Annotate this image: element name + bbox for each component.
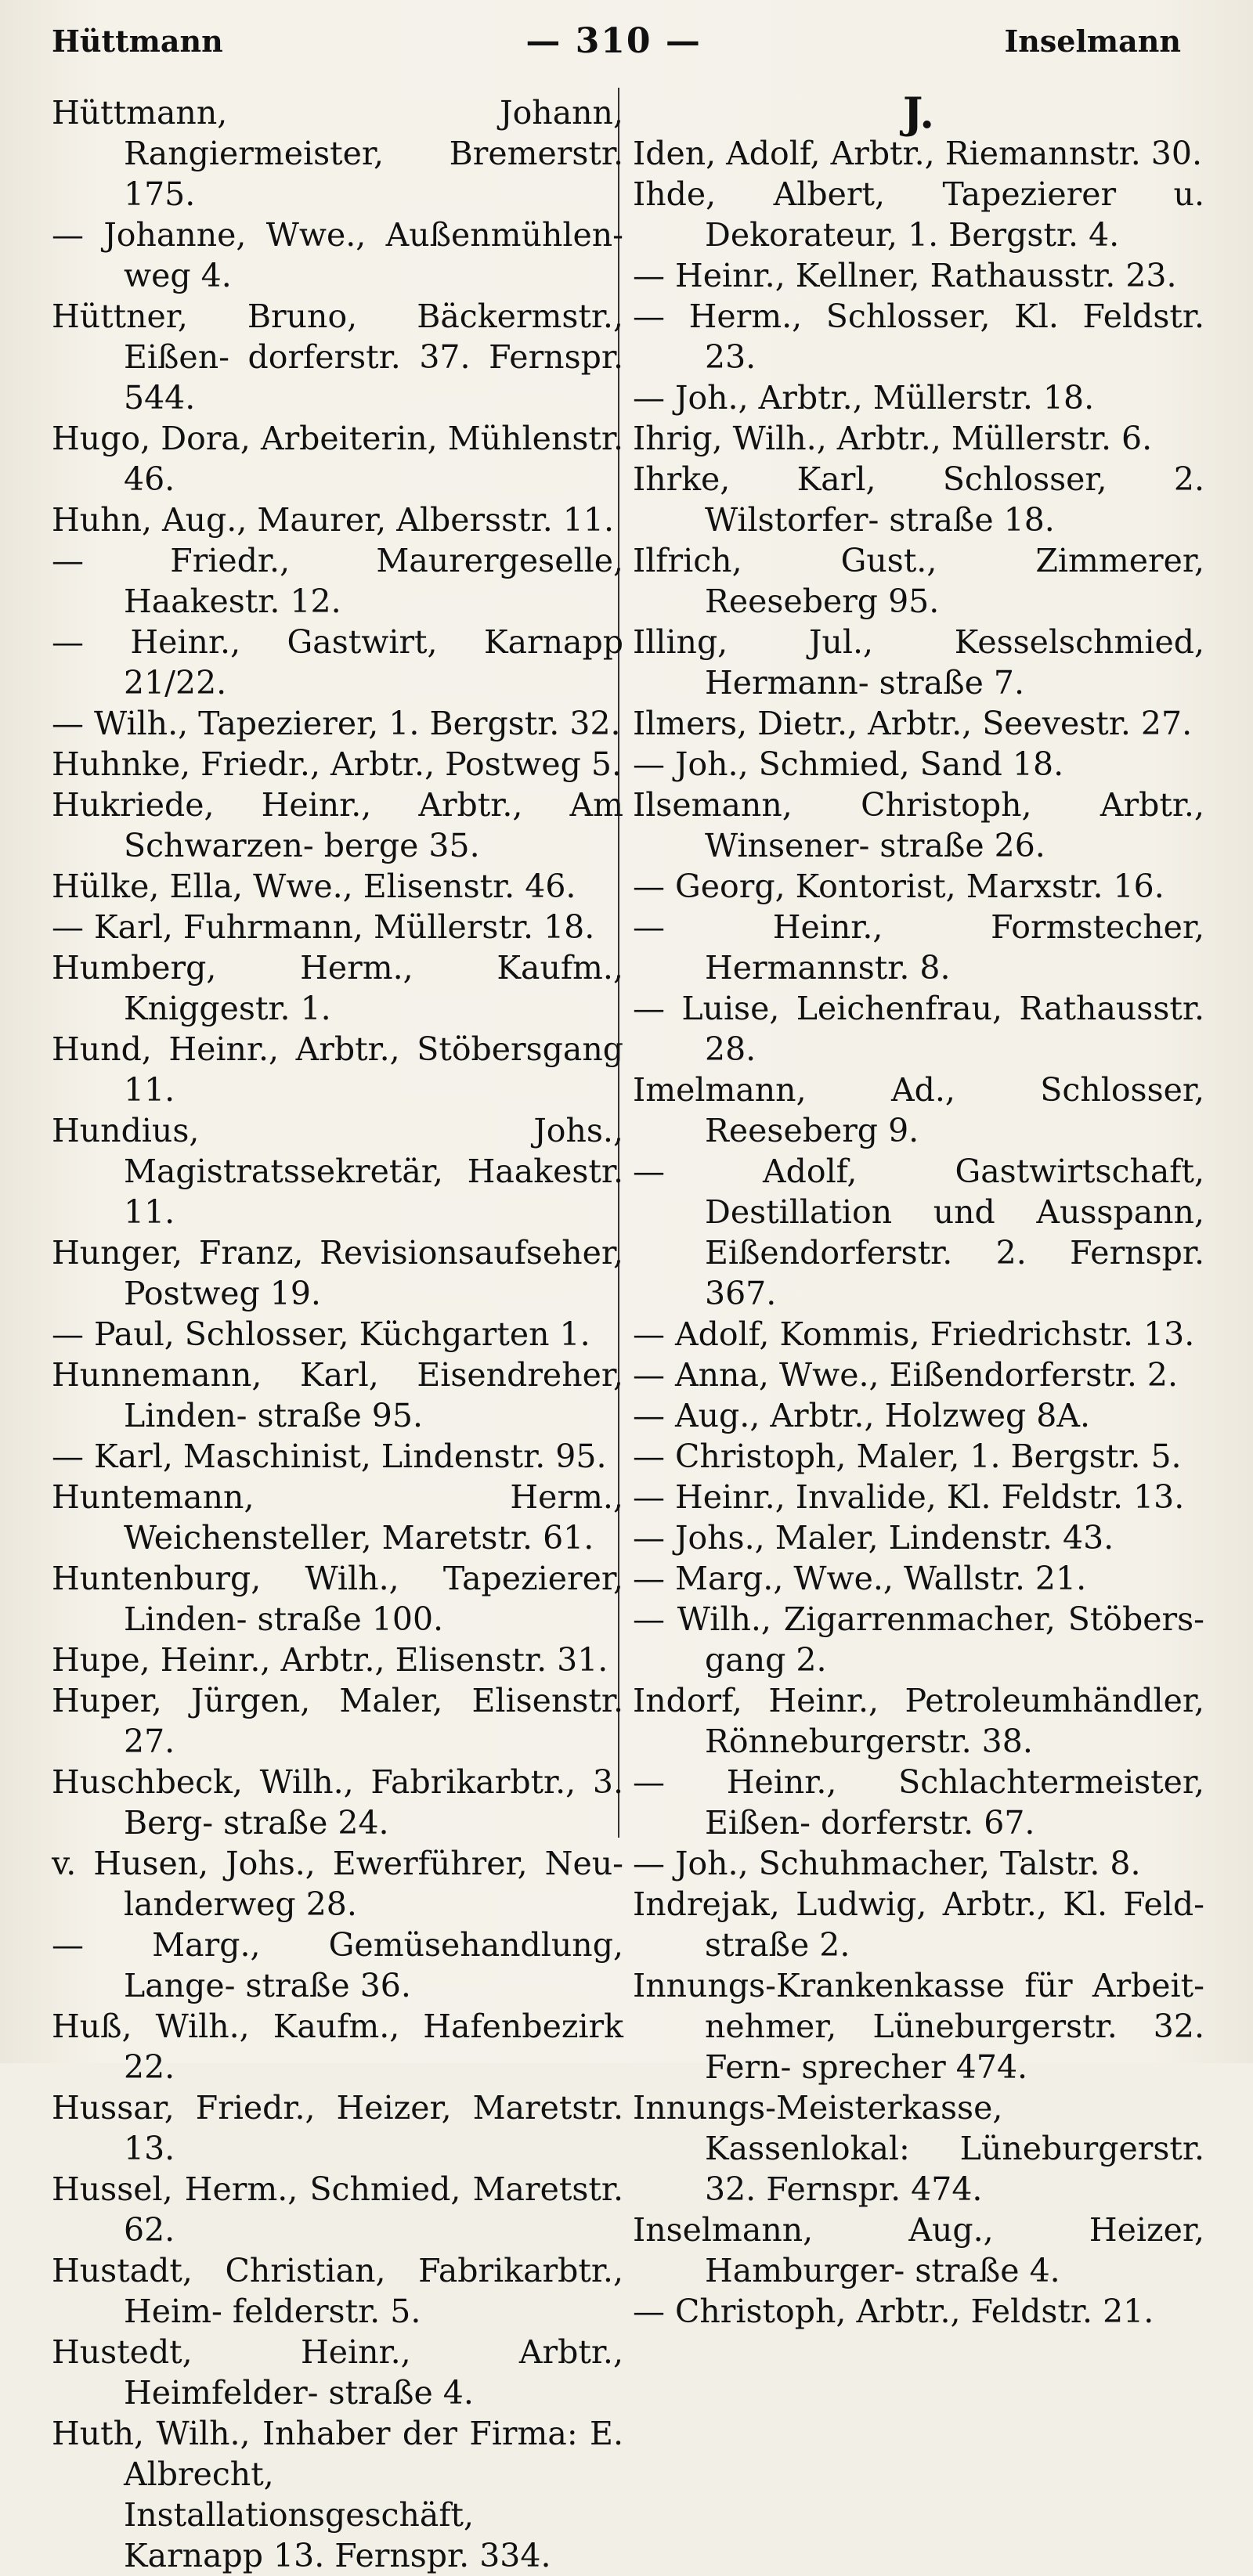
directory-entry: — Joh., Schmied, Sand 18. xyxy=(633,745,1064,783)
directory-entry: Innungs-Krankenkasse für Arbeit- nehmer, Lüneburgerstr. 32. Fern- sprecher 474. xyxy=(633,1967,1204,2086)
directory-entry: Huhn, Aug., Maurer, Albersstr. 11. xyxy=(52,501,615,539)
directory-entry: Huschbeck, Wilh., Fabrikarbtr., 3. Berg- straße 24. xyxy=(52,1763,623,1842)
directory-entry: Indrejak, Ludwig, Arbtr., Kl. Feld- straße 2. xyxy=(633,1885,1204,1964)
right-column xyxy=(633,88,1204,2332)
directory-entry: — Aug., Arbtr., Holzweg 8A. xyxy=(633,1397,1091,1434)
directory-entry: Illing, Jul., Kesselschmied, Hermann- straße 7. xyxy=(633,623,1204,702)
directory-entry: Hustadt, Christian, Fabrikarbtr., Heim- felderstr. 5. xyxy=(52,2252,623,2330)
directory-entry: — Wilh., Zigarrenmacher, Stöbers- gang 2. xyxy=(633,1600,1204,1679)
directory-entry: Ihrke, Karl, Schlosser, 2. Wilstorfer- straße 18. xyxy=(633,460,1204,539)
directory-entry: Hüttmann, Johann, Rangiermeister, Bremerstr. 175. xyxy=(52,94,623,213)
directory-entry: — Joh., Schuhmacher, Talstr. 8. xyxy=(633,1845,1141,1882)
page-number: — 310 — xyxy=(525,20,702,61)
header-right-catchword: Inselmann xyxy=(1004,23,1181,59)
directory-entry: — Adolf, Gastwirtschaft, Destillation und Ausspann, Eißendorferstr. 2. Fernspr. 367. xyxy=(633,1153,1204,1312)
directory-entry: Hunger, Franz, Revisionsaufseher, Postweg 19. xyxy=(52,1234,623,1312)
directory-entry: Innungs-Meisterkasse, Kassenlokal: Lüneburgerstr. 32. Fernspr. 474. xyxy=(633,2089,1204,2208)
directory-entry: — Heinr., Kellner, Rathausstr. 23. xyxy=(633,257,1177,294)
section-letter: J. xyxy=(902,88,935,138)
directory-entry: Huth, Wilh., Inhaber der Firma: E. Albrecht, Installationsgeschäft, Karnapp 13. Fernspr. 334. xyxy=(52,2415,623,2574)
directory-entry: Huntenburg, Wilh., Tapezierer, Linden- straße 100. xyxy=(52,1560,623,1638)
directory-entry: Hussel, Herm., Schmied, Maretstr. 62. xyxy=(52,2170,623,2249)
directory-entry: Hunnemann, Karl, Eisendreher, Linden- straße 95. xyxy=(52,1356,623,1434)
directory-entry: Hukriede, Heinr., Arbtr., Am Schwarzen- berge 35. xyxy=(52,786,623,864)
directory-entry: Huhnke, Friedr., Arbtr., Postweg 5. xyxy=(52,745,623,783)
directory-entry: — Marg., Gemüsehandlung, Lange- straße 36. xyxy=(52,1926,623,2004)
directory-entry: Huß, Wilh., Kaufm., Hafenbezirk 22. xyxy=(52,2008,623,2086)
directory-entry: Ihrig, Wilh., Arbtr., Müllerstr. 6. xyxy=(633,420,1153,457)
directory-entry: — Heinr., Invalide, Kl. Feldstr. 13. xyxy=(633,1478,1185,1516)
directory-entry: Ilfrich, Gust., Zimmerer, Reeseberg 95. xyxy=(633,542,1204,620)
directory-entry: — Joh., Arbtr., Müllerstr. 18. xyxy=(633,379,1095,417)
directory-entry: — Herm., Schlosser, Kl. Feldstr. 23. xyxy=(633,298,1204,376)
directory-entry: — Marg., Wwe., Wallstr. 21. xyxy=(633,1560,1087,1597)
directory-entry: Inselmann, Aug., Heizer, Hamburger- straße 4. xyxy=(633,2211,1204,2289)
directory-entry: — Karl, Maschinist, Lindenstr. 95. xyxy=(52,1438,607,1475)
directory-entry: — Heinr., Formstecher, Hermannstr. 8. xyxy=(633,908,1204,987)
directory-entry: v. Husen, Johs., Ewerführer, Neu- landerweg 28. xyxy=(52,1845,623,1923)
directory-entry: Imelmann, Ad., Schlosser, Reeseberg 9. xyxy=(633,1071,1204,1149)
directory-entry: Hugo, Dora, Arbeiterin, Mühlenstr. 46. xyxy=(52,420,623,498)
directory-entry: — Luise, Leichenfrau, Rathausstr. 28. xyxy=(633,990,1204,1068)
directory-entry: Hussar, Friedr., Heizer, Maretstr. 13. xyxy=(52,2089,623,2167)
directory-entry: Hundius, Johs., Magistratssekretär, Haakestr. 11. xyxy=(52,1112,623,1231)
directory-entry: — Christoph, Maler, 1. Bergstr. 5. xyxy=(633,1438,1182,1475)
directory-entry: Ihde, Albert, Tapezierer u. Dekorateur, 1. Bergstr. 4. xyxy=(633,175,1204,254)
directory-entry: — Anna, Wwe., Eißendorferstr. 2. xyxy=(633,1356,1179,1394)
header-left-catchword: Hüttmann xyxy=(52,23,223,59)
directory-entry: — Wilh., Tapezierer, 1. Bergstr. 32. xyxy=(52,705,621,742)
directory-entry: Hund, Heinr., Arbtr., Stöbersgang 11. xyxy=(52,1030,623,1109)
directory-entry: — Heinr., Gastwirt, Karnapp 21/22. xyxy=(52,623,623,702)
directory-entry: Ilsemann, Christoph, Arbtr., Winsener- straße 26. xyxy=(633,786,1204,864)
directory-entry: — Friedr., Maurergeselle, Haakestr. 12. xyxy=(52,542,623,620)
directory-entry: — Adolf, Kommis, Friedrichstr. 13. xyxy=(633,1315,1195,1353)
directory-entry: Indorf, Heinr., Petroleumhändler, Rönneburgerstr. 38. xyxy=(633,1682,1204,1760)
directory-entry: — Johs., Maler, Lindenstr. 43. xyxy=(633,1519,1114,1557)
directory-entry: Huper, Jürgen, Maler, Elisenstr. 27. xyxy=(52,1682,623,1760)
directory-entry: — Paul, Schlosser, Küchgarten 1. xyxy=(52,1315,590,1353)
directory-entry: — Georg, Kontorist, Marxstr. 16. xyxy=(633,868,1165,905)
directory-entry: — Karl, Fuhrmann, Müllerstr. 18. xyxy=(52,908,595,946)
directory-entry: — Johanne, Wwe., Außenmühlen- weg 4. xyxy=(52,216,623,294)
directory-entry: — Christoph, Arbtr., Feldstr. 21. xyxy=(633,2293,1154,2330)
directory-entry: — Heinr., Schlachtermeister, Eißen- dorferstr. 67. xyxy=(633,1763,1204,1842)
directory-entry: Hüttner, Bruno, Bäckermstr., Eißen- dorferstr. 37. Fernspr. 544. xyxy=(52,298,623,417)
directory-entry: Humberg, Herm., Kaufm., Kniggestr. 1. xyxy=(52,949,623,1027)
directory-entry: Hupe, Heinr., Arbtr., Elisenstr. 31. xyxy=(52,1641,608,1679)
directory-entry: Huntemann, Herm., Weichensteller, Maretstr. 61. xyxy=(52,1478,623,1557)
directory-entry: Ilmers, Dietr., Arbtr., Seevestr. 27. xyxy=(633,705,1193,742)
directory-entry: Hustedt, Heinr., Arbtr., Heimfelder- straße 4. xyxy=(52,2333,623,2412)
left-column xyxy=(52,92,623,2576)
page-header xyxy=(52,17,1181,64)
directory-entry: Iden, Adolf, Arbtr., Riemannstr. 30. xyxy=(633,135,1202,172)
directory-entry: Hülke, Ella, Wwe., Elisenstr. 46. xyxy=(52,868,576,905)
